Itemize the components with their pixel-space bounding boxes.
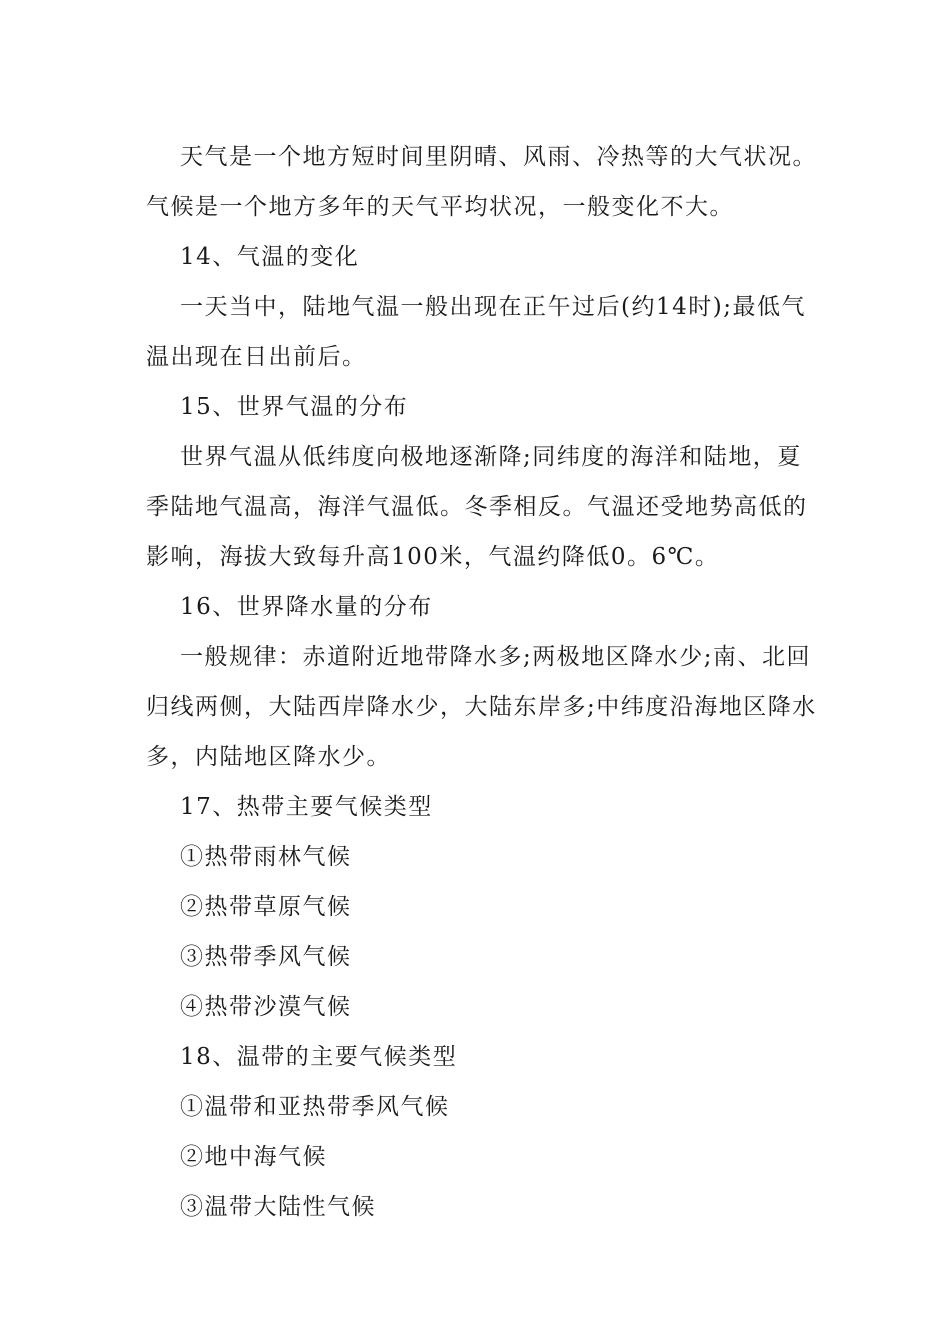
list-item-tropical-1: ①热带雨林气候 <box>180 844 352 870</box>
section-heading-18: 18、温带的主要气候类型 <box>180 1044 458 1070</box>
list-item-tropical-4: ④热带沙漠气候 <box>180 994 352 1020</box>
paragraph-precipitation-line-3: 多，内陆地区降水少。 <box>146 744 391 770</box>
paragraph-weather-definition: 天气是一个地方短时间里阴晴、风雨、冷热等的大气状况。 <box>180 144 817 170</box>
paragraph-temperature-distribution-line-3: 影响，海拔大致每升高100米，气温约降低0。6℃。 <box>146 544 720 570</box>
paragraph-precipitation-line-1: 一般规律：赤道附近地带降水多;两极地区降水少;南、北回 <box>180 644 811 670</box>
list-item-tropical-3: ③热带季风气候 <box>180 944 352 970</box>
section-heading-15: 15、世界气温的分布 <box>180 394 409 420</box>
list-item-temperate-3: ③温带大陆性气候 <box>180 1194 376 1220</box>
list-item-temperate-1: ①温带和亚热带季风气候 <box>180 1094 450 1120</box>
list-item-temperate-2: ②地中海气候 <box>180 1144 327 1170</box>
paragraph-temperature-change-line-1: 一天当中，陆地气温一般出现在正午过后(约14时);最低气 <box>180 294 806 320</box>
section-heading-14: 14、气温的变化 <box>180 244 360 270</box>
paragraph-temperature-distribution-line-2: 季陆地气温高，海洋气温低。冬季相反。气温还受地势高低的 <box>146 494 808 520</box>
paragraph-temperature-distribution-line-1: 世界气温从低纬度向极地逐渐降;同纬度的海洋和陆地，夏 <box>180 444 802 470</box>
list-item-tropical-2: ②热带草原气候 <box>180 894 352 920</box>
paragraph-climate-definition: 气候是一个地方多年的天气平均状况，一般变化不大。 <box>146 194 734 220</box>
section-heading-17: 17、热带主要气候类型 <box>180 794 433 820</box>
section-heading-16: 16、世界降水量的分布 <box>180 594 433 620</box>
paragraph-temperature-change-line-2: 温出现在日出前后。 <box>146 344 367 370</box>
paragraph-precipitation-line-2: 归线两侧，大陆西岸降水少，大陆东岸多;中纬度沿海地区降水 <box>146 694 817 720</box>
document-body <box>146 132 817 1232</box>
